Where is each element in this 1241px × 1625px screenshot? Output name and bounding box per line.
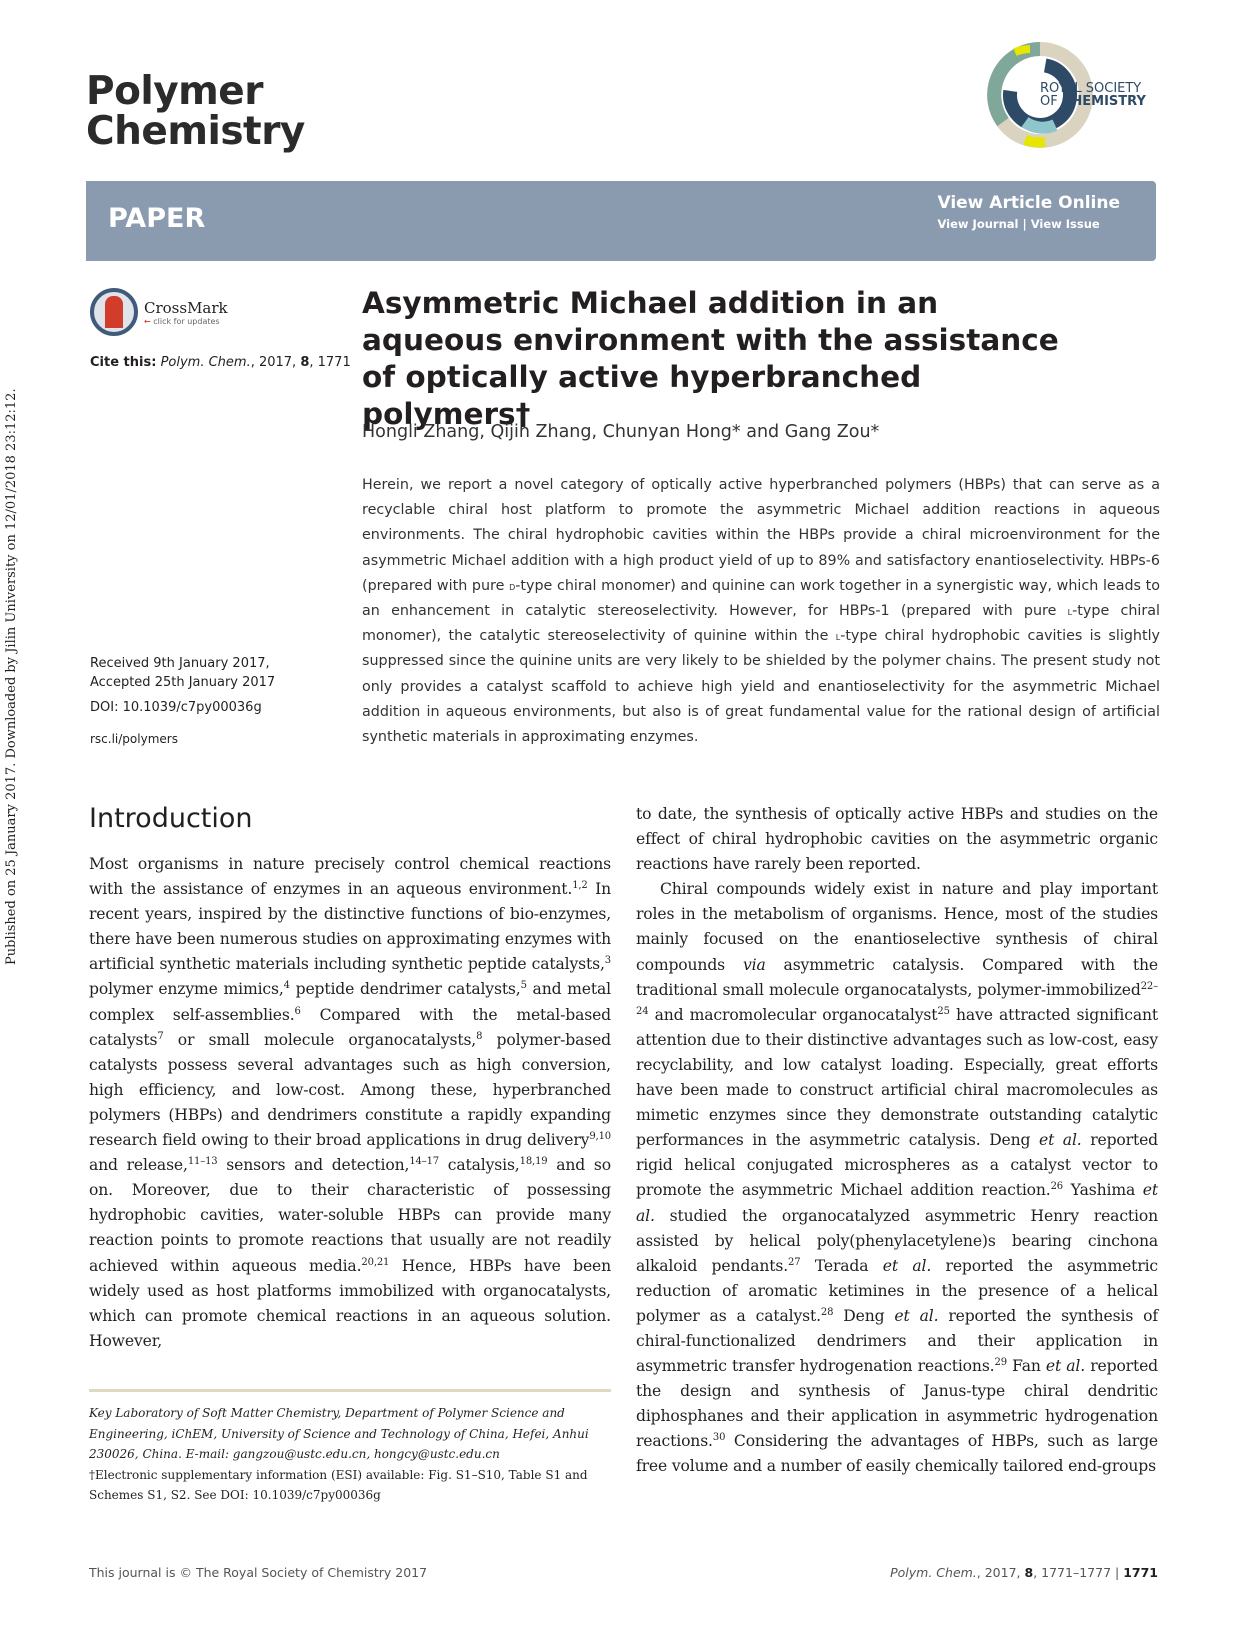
crossmark-title: CrossMark (144, 298, 228, 317)
reference-citation[interactable]: 27 (788, 1256, 801, 1268)
inline-text: et al. (636, 1181, 1158, 1225)
footer-citation (890, 1565, 1158, 1580)
footer-year: , 2017, (976, 1565, 1025, 1580)
reference-citation[interactable]: 7 (157, 1030, 164, 1042)
reference-citation[interactable]: 20,21 (361, 1256, 390, 1268)
reference-citation[interactable]: 9,10 (589, 1131, 611, 1143)
page-number: 1771 (1123, 1565, 1158, 1580)
abstract: Herein, we report a novel category of optically active hyperbranched polymers (HBPs) that can serve as a recyclable chiral host platform to promote the asymmetric Michael addition reactions in aqueous environments. The chiral hydrophobic cavities within the HBPs provide a chiral microenvironment for the asymmetric Michael addition with a high product yield of up to 89% and satisfactory enantioselectivity. HBPs-6 (prepared with pure d-type chiral monomer) and quinine can work together in a synergistic way, which leads to an enhancement in catalytic stereoselectivity. However, for HBPs-1 (prepared with pure l-type chiral monomer), the catalytic stereoselectivity of quinine within the l-type chiral hydrophobic cavities is slightly suppressed since the quinine units are very likely to be shielded by the polymer chains. The present study not only provides a catalyst scaffold to achieve high yield and enantioselectivity for the asymmetric Michael addition in aqueous environments, but also is of great fundamental value for the rational design of artificial synthetic materials in approximating enzymes. (362, 477, 1161, 746)
doi: DOI: 10.1039/c7py00036g (90, 700, 262, 715)
reference-citation[interactable]: 3 (604, 955, 611, 967)
journal-name-line1: Polymer (86, 69, 263, 114)
rsc-logo-text (1040, 82, 1146, 108)
reference-citation[interactable]: 5 (520, 980, 527, 992)
reference-citation[interactable]: 29 (994, 1357, 1007, 1369)
authors: Hongli Zhang, Qijin Zhang, Chunyan Hong* and Gang Zou* (362, 422, 880, 442)
reference-citation[interactable]: 18,19 (519, 1156, 548, 1168)
footnote-esi: †Electronic supplementary information (ESI) available: Fig. S1–S10, Table S1 and Schemes S1, S2. See DOI: 10.1039/c7py00036g (89, 1467, 588, 1502)
article-title: Asymmetric Michael addition in an aqueous environment with the assistance of optically active hyperbranched polymers† (362, 286, 1059, 431)
paragraph: Most organisms in nature precisely control chemical reactions with the assistance of enzymes in an aqueous environment.$^{1,2}$ In recent years, inspired by the distinctive functions of bio-enzymes, there have been numerous studies on approximating enzymes with artificial synthetic materials including synthetic peptide catalysts,$^3$ polymer enzyme mimics,$^4$ peptide dendrimer catalysts,$^5$ and metal complex self-assemblies.$^6$ Compared with the metal-based catalysts$^7$ or small molecule organocatalysts,$^8$ polymer-based catalysts possess several advantages such as high conversion, high efficiency, and low-cost. Among these, hyperbranched polymers (HBPs) and dendrimers constitute a rapidly expanding research field owing to their broad applications in drug delivery$^{9,10}$ and release,$^{11-13}$ sensors and detection,$^{14-17}$ catalysis,$^{18,19}$ and so on. Moreover, due to their characteristic of possessing hydrophobic cavities, water-soluble HBPs can provide many reaction points to promote reactions that usually are not readily achieved within aqueous media.$^{20,21}$ Hence, HBPs have been widely used as host platforms immobilized with organocatalysts, which can promote chemical reactions in an aqueous solution. However, (89, 855, 612, 1350)
body-column-left (89, 852, 611, 1354)
arrow-left-icon: ← (144, 316, 151, 326)
cite-year: , 2017, (250, 355, 301, 370)
received-date: Received 9th January 2017, (90, 656, 270, 671)
reference-citation[interactable]: 26 (1050, 1181, 1064, 1193)
crossmark-subtitle: click for updates (153, 316, 220, 326)
journal-name (86, 69, 305, 154)
reference-citation[interactable]: 30 (712, 1432, 726, 1444)
footer-volume: 8 (1024, 1565, 1034, 1580)
view-journal-link[interactable]: View Journal (937, 217, 1019, 231)
logo-prefix: OF (1040, 94, 1062, 109)
body-column-right (636, 802, 1158, 1480)
section-heading-introduction: Introduction (89, 803, 253, 834)
reference-citation[interactable]: 6 (294, 1005, 301, 1017)
accepted-date: Accepted 25th January 2017 (90, 675, 276, 690)
journal-name-line2: Chemistry (86, 109, 305, 154)
inline-text: et al. (894, 1306, 939, 1325)
journal-link[interactable]: rsc.li/polymers (90, 732, 178, 746)
reference-citation[interactable]: 8 (476, 1030, 483, 1042)
cite-page: , 1771 (309, 355, 351, 370)
dates (90, 654, 275, 692)
view-links (937, 193, 1120, 231)
crossmark-icon (90, 288, 138, 336)
paragraph: to date, the synthesis of optically active HBPs and studies on the effect of chiral hydrophobic cavities on the asymmetric organic reactions have rarely been reported. (636, 805, 1158, 874)
citation (90, 355, 351, 370)
download-notice: Published on 25 January 2017. Downloaded by Jilin University on 12/01/2018 23:12:12. (4, 388, 19, 965)
cite-journal: Polym. Chem. (160, 355, 251, 370)
article-type-label: PAPER (108, 203, 206, 234)
inline-text: via (742, 955, 766, 974)
reference-citation[interactable]: 4 (283, 980, 290, 992)
reference-citation[interactable]: 28 (820, 1306, 834, 1318)
reference-citation[interactable]: 22–24 (636, 980, 1158, 1017)
reference-citation[interactable]: 14–17 (409, 1156, 440, 1168)
cite-label: Cite this: (90, 355, 157, 370)
cite-volume: 8 (300, 355, 310, 370)
inline-text: et al. (1045, 1357, 1086, 1376)
inline-text: l (835, 629, 841, 644)
inline-text: et al. (1038, 1131, 1082, 1150)
footnote-affiliation: Key Laboratory of Soft Matter Chemistry, Department of Polymer Science and Engineering, iChEM, University of Science and Technology of China, Hefei, Anhui 230026, China. E-mail: gangzou@ustc.edu.cn, hongcy@ustc.edu.cn (89, 1406, 589, 1461)
article-type-banner (86, 181, 1156, 261)
paragraph: Chiral compounds widely exist in nature and play important roles in the metabolism of organisms. Hence, most of the studies mainly focused on the enantioselective synthesis of chiral compounds via asymmetric catalysis. Compared with the traditional small molecule organocatalysts, polymer-immobilized$^{22-24}$ and macromolecular organocatalyst$^{25}$ have attracted significant attention due to their distinctive advantages such as low-cost, easy recyclability, and low catalyst loading. Especially, great efforts have been made to construct artificial chiral macromolecules as mimetic enzymes since they demonstrate outstanding catalytic performances in the asymmetric catalysis. Deng et al. reported rigid helical conjugated microspheres as a catalyst vector to promote the asymmetric Michael addition reaction.$^{26}$ Yashima et al. studied the organocatalyzed asymmetric Henry reaction assisted by helical poly(phenylacetylene)s bearing cinchona alkaloid pendants.$^{27}$ Terada et al. reported the asymmetric reduction of aromatic ketimines in the presence of a helical polymer as a catalyst.$^{28}$ Deng et al. reported the synthesis of chiral-functionalized dendrimers and their application in asymmetric transfer hydrogenation reactions.$^{29}$ Fan et al. reported the design and synthesis of Janus-type chiral dendritic diphosphanes and their application in asymmetric hydrogenation reactions.$^{30}$ Considering the advantages of HBPs, such as large free volume and a number of easily chemically tailored end-groups (636, 880, 1159, 1476)
footnotes (89, 1403, 611, 1506)
separator: | (1018, 217, 1031, 231)
footer-journal: Polym. Chem. (890, 1565, 977, 1580)
crossmark-button[interactable] (90, 288, 228, 336)
footnote-divider (89, 1389, 611, 1392)
footer-copyright: This journal is © The Royal Society of Chemistry 2017 (89, 1565, 428, 1580)
logo-bold: CHEMISTRY (1061, 94, 1146, 109)
inline-text: l (1067, 604, 1073, 619)
logo-line2 (1040, 95, 1146, 108)
inline-text: et al. (882, 1256, 932, 1275)
inline-text: d (509, 578, 516, 593)
reference-citation[interactable]: 11–13 (187, 1156, 218, 1168)
view-issue-link[interactable]: View Issue (1030, 217, 1100, 231)
logo-line1: ROYAL SOCIETY (1040, 81, 1142, 96)
reference-citation[interactable]: 1,2 (572, 880, 588, 892)
view-article-online-link[interactable]: View Article Online (937, 193, 1120, 213)
footer-pages: , 1771–1777 (1033, 1565, 1112, 1580)
reference-citation[interactable]: 25 (937, 1005, 950, 1017)
footer-sep: | (1111, 1565, 1124, 1580)
